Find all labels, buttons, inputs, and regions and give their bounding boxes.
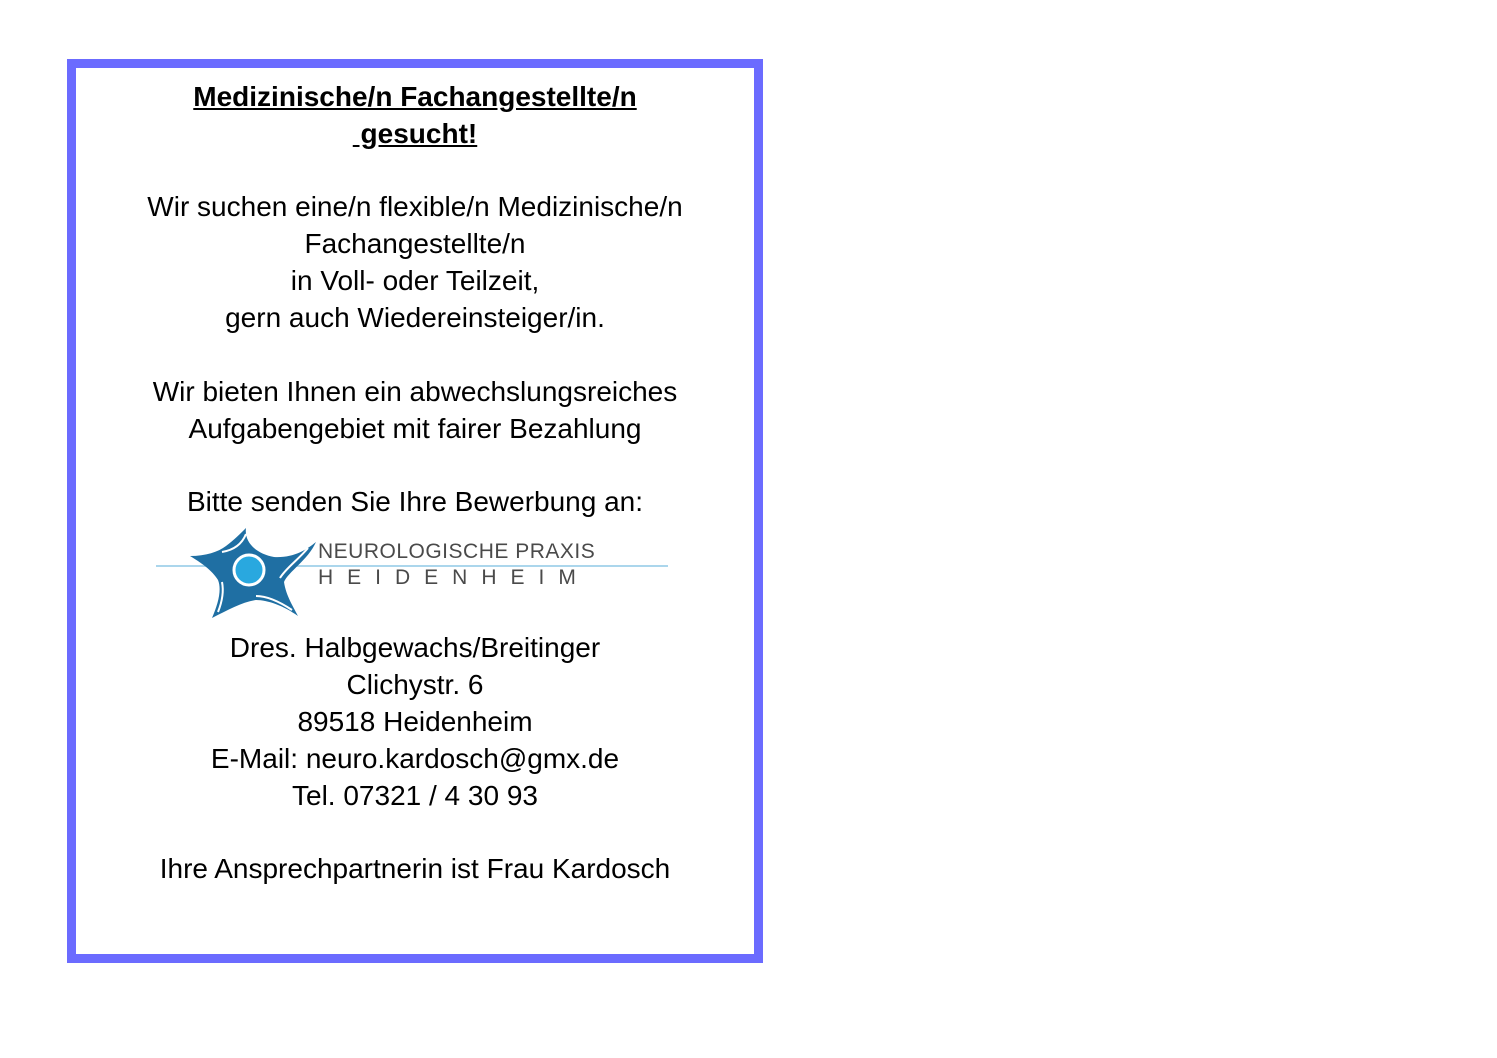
practice-logo [156,520,676,624]
apply-instruction: Bitte senden Sie Ihre Bewerbung an: [186,486,644,517]
logo-line2: HEIDENHEIM [318,566,590,589]
job-ad-box [67,59,763,963]
contact-person: Ihre Ansprechpartnerin ist Frau Kardosch [159,853,671,884]
contact-city: 89518 Heidenheim [297,706,533,737]
offer-line-2: Aufgabengebiet mit fairer Bezahlung [188,413,642,444]
offer-line-1: Wir bieten Ihnen ein abwechslungsreiches [152,376,678,407]
intro-line-1: Wir suchen eine/n flexible/n Medizinische/n [147,191,683,222]
contact-email: E-Mail: neuro.kardosch@gmx.de [210,743,620,774]
logo-line1: NEUROLOGISCHE PRAXIS [318,540,596,563]
intro-line-2: Fachangestellte/n [304,228,526,259]
intro-line-3: in Voll- oder Teilzeit, [290,265,540,296]
contact-doctors: Dres. Halbgewachs/Breitinger [229,632,601,663]
ad-headline-line1: Medizinische/n Fachangestellte/n [193,81,637,112]
intro-line-4: gern auch Wiedereinsteiger/in. [225,302,605,333]
contact-phone: Tel. 07321 / 4 30 93 [292,780,538,811]
ad-headline-line2: gesucht! [352,118,478,149]
contact-street: Clichystr. 6 [346,669,484,700]
